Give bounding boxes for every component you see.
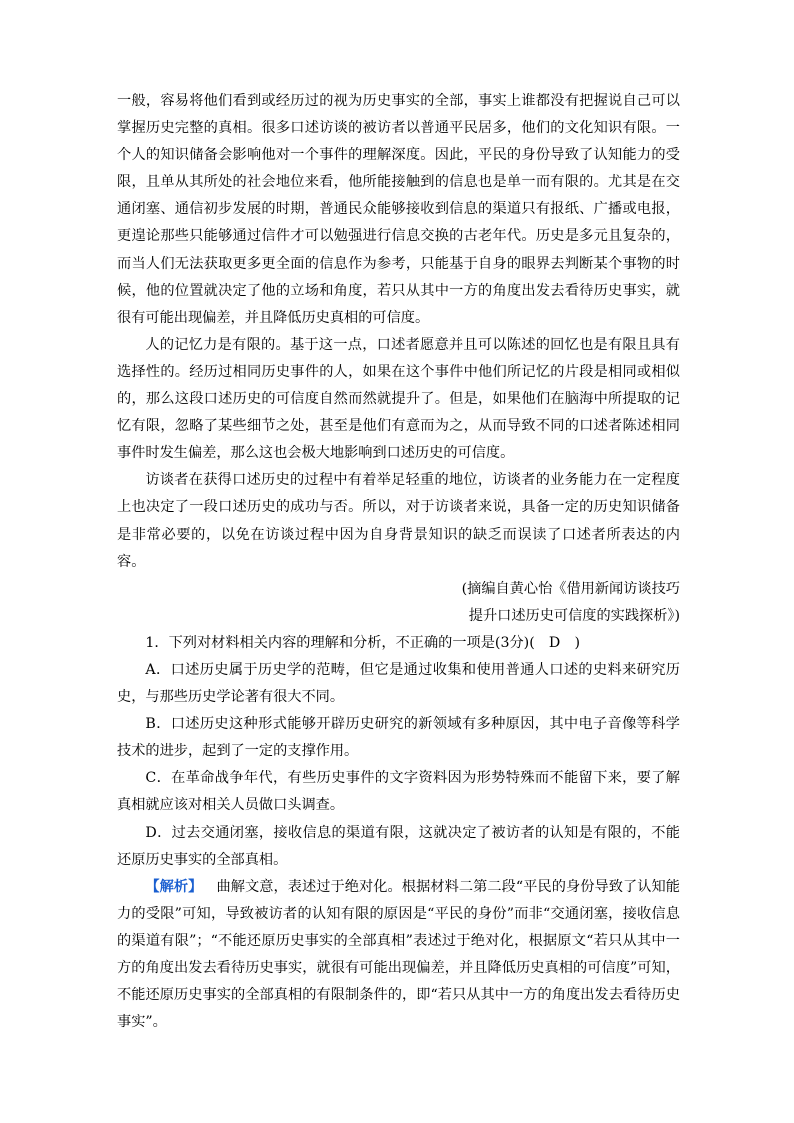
- question-stem: 1．下列对材料相关内容的理解和分析，不正确的一项是(3分)( D ): [145, 634, 581, 651]
- option-c: C．在革命战争年代，有些历史事件的文字资料因为形势特殊而不能留下来，要了解真相就应该对相关人员做口头调查。: [117, 770, 680, 814]
- analysis-tag: 【解析】: [145, 878, 203, 895]
- source-citation-line-2: 提升口述历史可信度的实践探析》): [468, 607, 680, 624]
- source-citation-line-1: (摘编自黄心怡《借用新闻访谈技巧: [461, 580, 680, 597]
- passage-paragraph-3: 访谈者在获得口述历史的过程中有着举足轻重的地位，访谈者的业务能力在一定程度上也决定了一段口述历史的成功与否。所以，对于访谈者来说，具备一定的历史知识储备是非常必要的，以免在访谈过程中因为自身背景知识的缺乏而误读了口述者所表达的内容。: [117, 472, 680, 570]
- option-a: A．口述历史属于历史学的范畴，但它是通过收集和使用普通人口述的史料来研究历史，与那些历史学论著有很大不同。: [117, 661, 680, 706]
- analysis-text: 曲解文意，表述过于绝对化。根据材料二第二段“平民的身份导致了认知能力的受限”可知，导致被访者的认知有限的原因是“平民的身份”而非“交通闭塞，接收信息的渠道有限”；“不能还原历史事实的全部真相”表述过于绝对化，根据原文“若只从其中一方的角度出发去看待历史事实，就很有可能出现偏差，并且降低历史真相的可信度”可知，不能还原历史事实的全部真相的有限制条件的，即“若只从其中一方的角度出发去看待历史事实”。: [117, 878, 680, 1031]
- option-b: B．口述历史这种形式能够开辟历史研究的新领域有多种原因，其中电子音像等科学技术的进步，起到了一定的支撑作用。: [117, 716, 680, 760]
- passage-paragraph-2: 人的记忆力是有限的。基于这一点，口述者愿意并且可以陈述的回忆也是有限且具有选择性的。经历过相同历史事件的人，如果在这个事件中他们所记忆的片段是相同或相似的，那么这段口述历史的可信度自然而然就提升了。但是，如果他们在脑海中所提取的记忆有限，忽略了某些细节之处，甚至是他们有意而为之，从而导致不同的口述者陈述相同事件时发生偏差，那么这也会极大地影响到口述历史的可信度。: [117, 336, 680, 462]
- option-d: D．过去交通闭塞，接收信息的渠道有限，这就决定了被访者的认知是有限的，不能还原历史事实的全部真相。: [117, 824, 680, 868]
- analysis-block: [117, 874, 680, 1037]
- passage-paragraph-1: 一般，容易将他们看到或经历过的视为历史事实的全部，事实上谁都没有把握说自己可以掌握历史完整的真相。很多口述访谈的被访者以普通平民居多，他们的文化知识有限。一个人的知识储备会影响他对一个事件的理解深度。因此，平民的身份导致了认知能力的受限，且单从其所处的社会地位来看，他所能接触到的信息也是单一而有限的。尤其是在交通闭塞、通信初步发展的时期，普通民众能够接收到信息的渠道只有报纸、广播或电报，更遑论那些只能够通过信件才可以勉强进行信息交换的古老年代。历史是多元且复杂的，而当人们无法获取更多更全面的信息作为参考，只能基于自身的眼界去判断某个事物的时候，他的位置就决定了他的立场和角度，若只从其中一方的角度出发去看待历史事实，就很有可能出现偏差，并且降低历史真相的可信度。: [117, 93, 680, 326]
- document-page: [117, 88, 680, 1036]
